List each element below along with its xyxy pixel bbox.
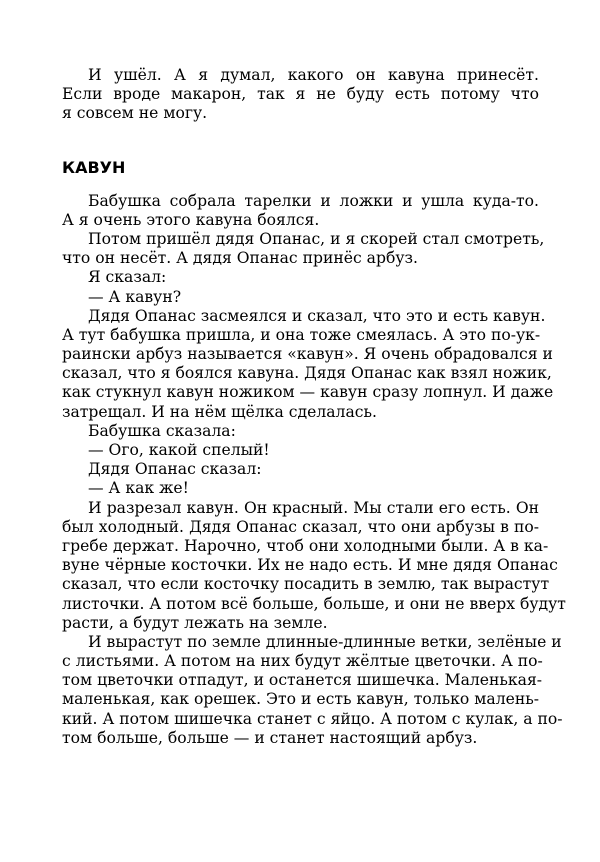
chapter-title: КАВУН [62,157,126,177]
paragraph-line: Бабушка сказала: [88,421,236,440]
paragraph-line: с листьями. А потом на них будут жёлтые цветочки. А по- [62,652,543,671]
paragraph-line: вуне чёрные косточки. Их не надо есть. И мне дядя Опанас [62,556,558,575]
paragraph-line: сказал, что я боялся кавуна. Дядя Опанас как взял ножик, [62,364,552,383]
intro-line-2: Если вроде макарон, так я не буду есть потому что [62,85,539,104]
paragraph-line: Я сказал: [88,268,167,287]
paragraph-line: как стукнул кавун ножиком — кавун сразу лопнул. И даже [62,383,554,402]
paragraph-line: том больше, больше — и станет настоящий арбуз. [62,728,478,747]
paragraph-line: гребе держат. Нарочно, чтоб они холодными были. А в ка- [62,536,549,555]
paragraph-line: А тут бабушка пришла, и она тоже смеялась. А это по-ук- [62,325,541,344]
paragraph-line: был холодный. Дядя Опанас сказал, что они арбузы в по- [62,517,539,536]
dialogue-line: — А кавун? [88,287,182,306]
paragraph-line: Бабушка собрала тарелки и ложки и ушла куда-то. [88,191,539,210]
paragraph-line: сказал, что если косточку посадить в землю, так вырастут [62,575,550,594]
paragraph-line: И разрезал кавун. Он красный. Мы стали его есть. Он [88,498,539,517]
dialogue-line: — Ого, какой спелый! [88,441,270,459]
paragraph-line: И вырастут по земле длинные-длинные ветки, зелёные и [88,632,562,651]
paragraph-line: том цветочки отпадут, и останется шишечка. Маленькая- [62,671,543,690]
paragraph-line: что он несёт. А дядя Опанас принёс арбуз. [62,249,418,268]
section-gap [62,124,539,158]
paragraph-line: кий. А потом шишечка станет с яйцо. А потом с кулак, а по- [62,709,563,728]
paragraph-line: затрещал. И на нём щёлка сделалась. [62,402,377,421]
paragraph-line: раински арбуз называется «кавун». Я очень обрадовался и [62,345,553,364]
page-text [62,66,566,748]
paragraph-line: А я очень этого кавуна боялся. [62,210,320,229]
paragraph-line: маленькая, как орешек. Это и есть кавун, только малень- [62,690,539,709]
paragraph-line: Потом пришёл дядя Опанас, и я скорей стал смотреть, [88,229,545,248]
intro-line-1: И ушёл. А я думал, какого он кавуна принесёт. [88,66,539,84]
dialogue-line: — А как же! [88,479,189,498]
paragraph-line: листочки. А потом всё больше, больше, и они не вверх будут [62,594,566,613]
paragraph-line: Дядя Опанас засмеялся и сказал, что это и есть кавун. [88,306,546,325]
paragraph-line: Дядя Опанас сказал: [88,460,262,479]
intro-line-3: я совсем не могу. [62,104,208,123]
paragraph-line: расти, а будут лежать на земле. [62,613,328,632]
